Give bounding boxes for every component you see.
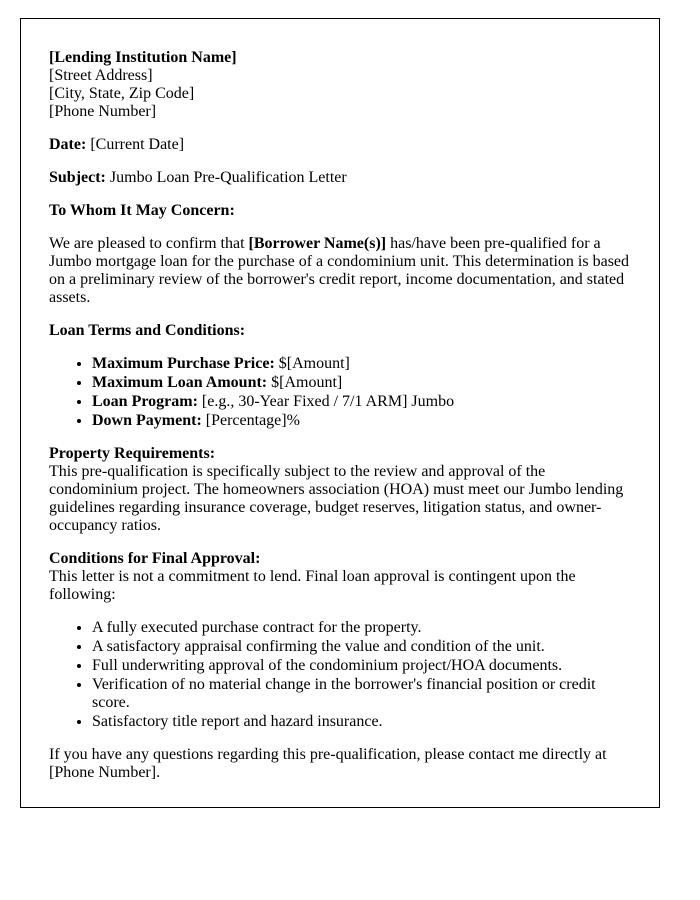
borrower-name-placeholder: [Borrower Name(s)] (248, 235, 387, 252)
loan-term-label: Maximum Purchase Price: (92, 355, 275, 372)
intro-paragraph (49, 235, 630, 307)
property-requirements-body: This pre-qualification is specifically subject to the review and approval of the condominium project. The homeowners association (HOA) must meet our Jumbo lending guidelines regarding insurance coverage, budget reserves, litigation status, and owner-occupancy ratios. (49, 463, 624, 534)
salutation: To Whom It May Concern: (49, 202, 235, 219)
intro-text-pre: We are pleased to confirm that (49, 235, 249, 252)
list-item: • A fully executed purchase contract for the property. (92, 619, 630, 637)
loan-term-value: $[Amount] (267, 374, 343, 391)
list-item: • A satisfactory appraisal confirming the value and condition of the unit. (92, 638, 630, 656)
loan-term-label: Loan Program: (92, 393, 198, 410)
property-requirements-heading: Property Requirements: (49, 445, 216, 462)
list-item (92, 374, 630, 392)
loan-term-label: Down Payment: (92, 412, 202, 429)
date-line (49, 136, 630, 154)
loan-terms-list (49, 355, 630, 430)
subject-value: Jumbo Loan Pre-Qualification Letter (105, 169, 347, 186)
loan-terms-heading: Loan Terms and Conditions: (49, 322, 246, 339)
institution-name: [Lending Institution Name] (49, 49, 237, 66)
phone-number: [Phone Number] (49, 103, 157, 120)
list-item: • Verification of no material change in the borrower's financial position or credit score. (92, 676, 630, 712)
loan-term-value: $[Amount] (274, 355, 350, 372)
conditions-intro: This letter is not a commitment to lend. Final loan approval is contingent upon the following: (49, 568, 576, 603)
list-item (92, 355, 630, 373)
street-address: [Street Address] (49, 67, 153, 84)
subject-label: Subject: (49, 169, 106, 186)
letter-document (20, 18, 660, 808)
letterhead (49, 49, 630, 121)
conditions-list (49, 619, 630, 731)
loan-term-value: [e.g., 30-Year Fixed / 7/1 ARM] Jumbo (197, 393, 455, 410)
subject-line (49, 169, 630, 187)
conditions-heading: Conditions for Final Approval: (49, 550, 261, 567)
closing-paragraph: If you have any questions regarding this pre-qualification, please contact me directly at [Phone Number]. (49, 746, 607, 781)
loan-term-label: Maximum Loan Amount: (92, 374, 268, 391)
list-item: • Satisfactory title report and hazard insurance. (92, 713, 630, 731)
date-label: Date: (49, 136, 87, 153)
list-item (92, 412, 630, 430)
intro-text-post: has/have been pre-qualified for a Jumbo mortgage loan for the purchase of a condominium unit. This determination is based on a preliminary review of the borrower's credit report, income documentation, and stated assets. (49, 235, 630, 306)
date-value: [Current Date] (86, 136, 185, 153)
loan-term-value: [Percentage]% (201, 412, 300, 429)
city-state-zip: [City, State, Zip Code] (49, 85, 195, 102)
list-item (92, 393, 630, 411)
list-item: • Full underwriting approval of the condominium project/HOA documents. (92, 657, 630, 675)
